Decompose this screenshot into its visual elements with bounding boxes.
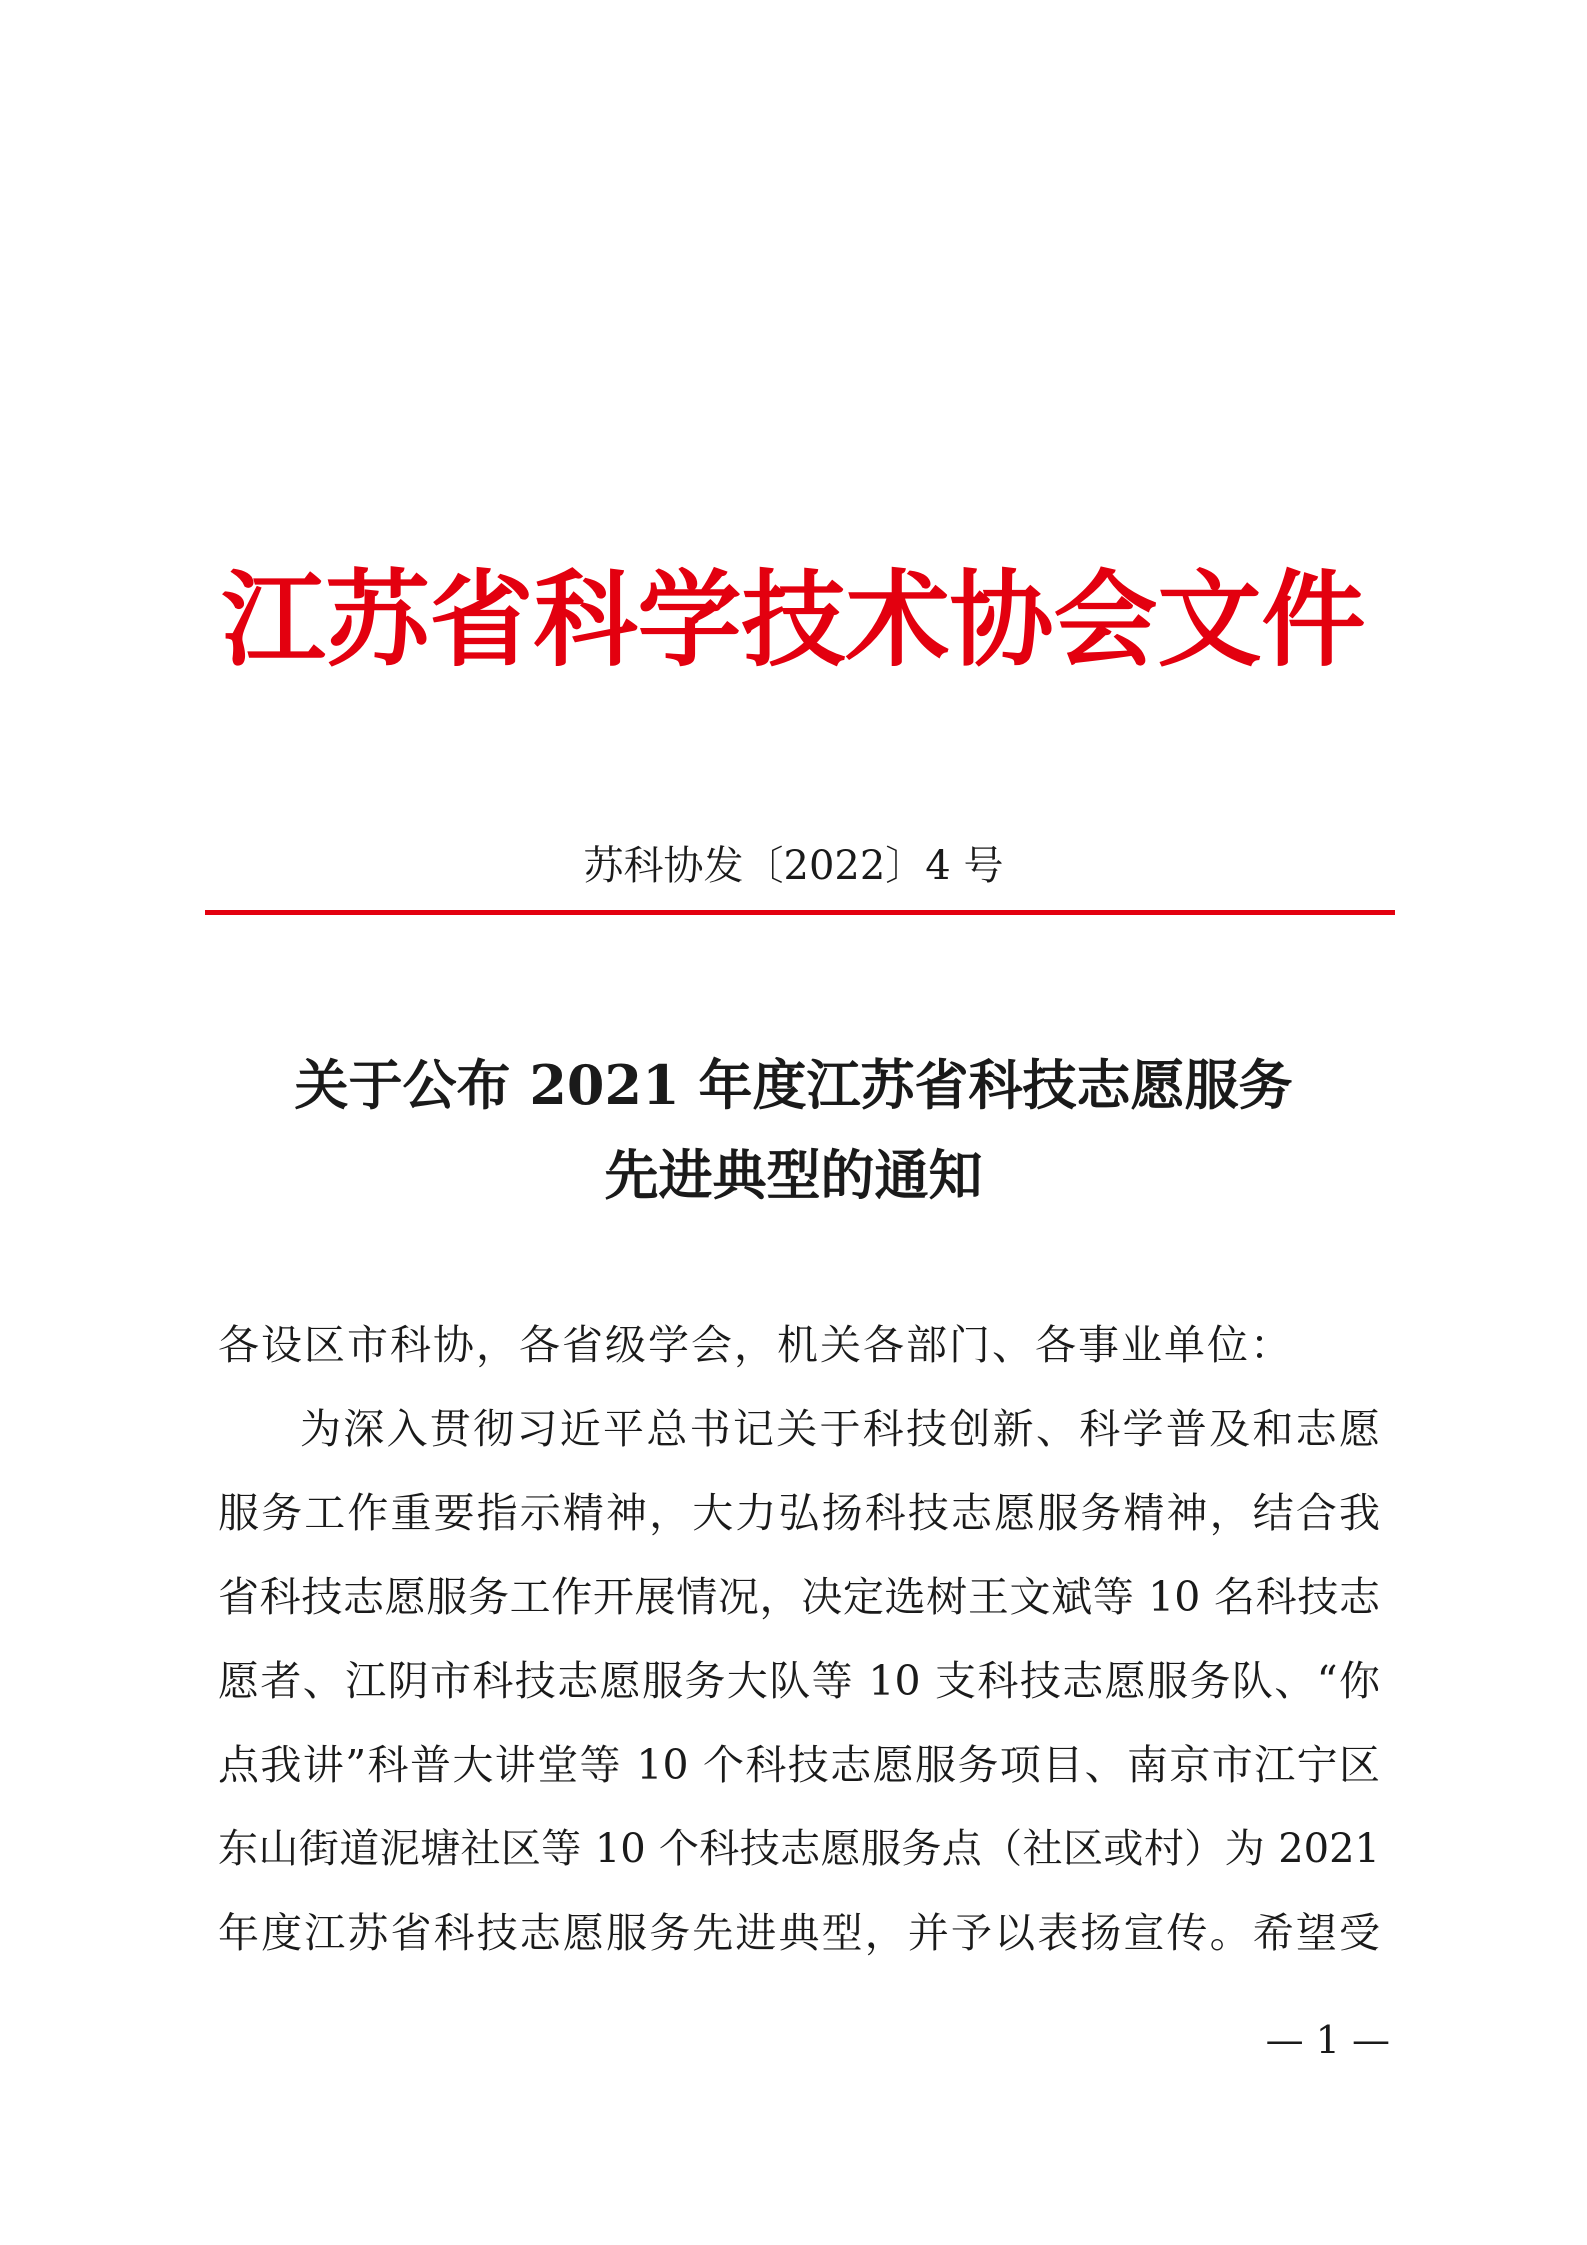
paragraph-line: 愿者、江阴市科技志愿服务大队等 10 支科技志愿服务队、“你 (218, 1657, 1380, 1705)
paragraph-line: 点我讲”科普大讲堂等 10 个科技志愿服务项目、南京市江宁区 (218, 1741, 1380, 1789)
document-number: 苏科协发〔2022〕4 号 (583, 843, 1004, 889)
paragraph-line: 年度江苏省科技志愿服务先进典型，并予以表扬宣传。希望受 (218, 1909, 1380, 1957)
masthead-title: 江苏省科学技术协会文件 (221, 558, 1366, 681)
document-title-line-2: 先进典型的通知 (604, 1143, 983, 1207)
red-divider-rule (205, 910, 1395, 915)
paragraph-line: 东山街道泥塘社区等 10 个科技志愿服务点（社区或村）为 2021 (218, 1826, 1380, 1872)
page-number: — 1 — (1265, 2018, 1390, 2062)
salutation: 各设区市科协，各省级学会，机关各部门、各事业单位： (218, 1321, 1293, 1369)
paragraph-line: 省科技志愿服务工作开展情况，决定选树王文斌等 10 名科技志 (218, 1573, 1380, 1621)
document-title-line-1: 关于公布 2021 年度江苏省科技志愿服务 (294, 1053, 1293, 1117)
paragraph-line: 为深入贯彻习近平总书记关于科技创新、科学普及和志愿 (300, 1405, 1380, 1453)
paragraph-line: 服务工作重要指示精神，大力弘扬科技志愿服务精神，结合我 (218, 1489, 1380, 1537)
